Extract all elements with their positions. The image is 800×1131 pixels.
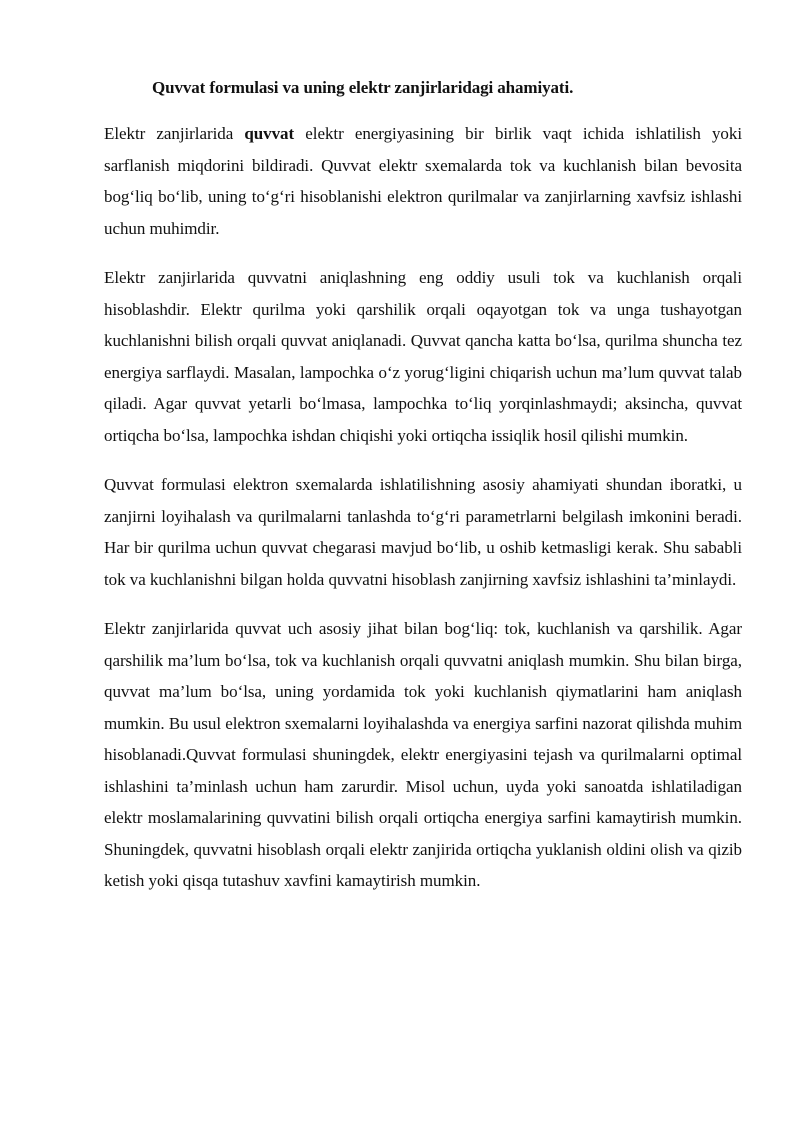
paragraph-3: Quvvat formulasi elektron sxemalarda ishlatilishning asosiy ahamiyati shundan iboratki, u zanjirni loyihalash va qurilmalarni tanlashda to‘g‘ri parametrlarni belgilash imkonini beradi. Har bir qurilma uchun quvvat chegarasi mavjud bo‘lib, u oshib ketmasligi kerak. Shu sababli tok va kuchlanishni bilgan holda quvvatni hisoblash zanjirning xavfsiz ishlashini ta’minlaydi.: [104, 475, 742, 589]
paragraph-1: [104, 118, 742, 244]
document-title: Quvvat formulasi va uning elektr zanjirlaridagi ahamiyati.: [152, 78, 574, 97]
paragraph-4: Elektr zanjirlarida quvvat uch asosiy jihat bilan bog‘liq: tok, kuchlanish va qarshilik. Agar qarshilik ma’lum bo‘lsa, tok va kuchlanish orqali quvvatni aniqlash mumkin. Shu bilan birga, quvvat ma’lum bo‘lsa, uning yordamida tok yoki kuchlanish qiymatlarini ham aniqlash mumkin. Bu usul elektron sxemalarni loyihalashda va energiya sarfini nazorat qilishda muhim hisoblanadi.Quvvat formulasi shuningdek, elektr energiyasini tejash va qurilmalarni optimal ishlashini ta’minlash uchun ham zarurdir. Misol uchun, uyda yoki sanoatda ishlatiladigan elektr moslamalarining quvvatini bilish orqali ortiqcha energiya sarfini kamaytirish mumkin. Shuningdek, quvvatni hisoblash orqali elektr zanjirida ortiqcha yuklanish oldini olish va qizib ketish yoki qisqa tutashuv xavfini kamaytirish mumkin.: [104, 619, 742, 890]
paragraph-1-rest: elektr energiyasining bir birlik vaqt ichida ishlatilish yoki sarflanish miqdorini bildiradi. Quvvat elektr sxemalarda tok va kuchlanish bilan bevosita bog‘liq bo‘lib, uning to‘g‘ri hisoblanishi elektron qurilmalar va zanjirlarning xavfsiz ishlashi uchun muhimdir.: [104, 124, 742, 238]
bold-term-quvvat: quvvat: [244, 124, 295, 143]
paragraph-2: Elektr zanjirlarida quvvatni aniqlashning eng oddiy usuli tok va kuchlanish orqali hisoblashdir. Elektr qurilma yoki qarshilik orqali oqayotgan tok va unga tushayotgan kuchlanishni bilish orqali quvvat aniqlanadi. Quvvat qancha katta bo‘lsa, qurilma shuncha tez energiya sarflaydi. Masalan, lampochka o‘z yorug‘ligini chiqarish uchun ma’lum quvvat talab qiladi. Agar quvvat yetarli bo‘lmasa, lampochka to‘liq yorqinlashmaydi; aksincha, quvvat ortiqcha bo‘lsa, lampochka ishdan chiqishi yoki ortiqcha issiqlik hosil qilishi mumkin.: [104, 268, 742, 445]
paragraph-1-start: Elektr zanjirlarida: [104, 124, 245, 143]
